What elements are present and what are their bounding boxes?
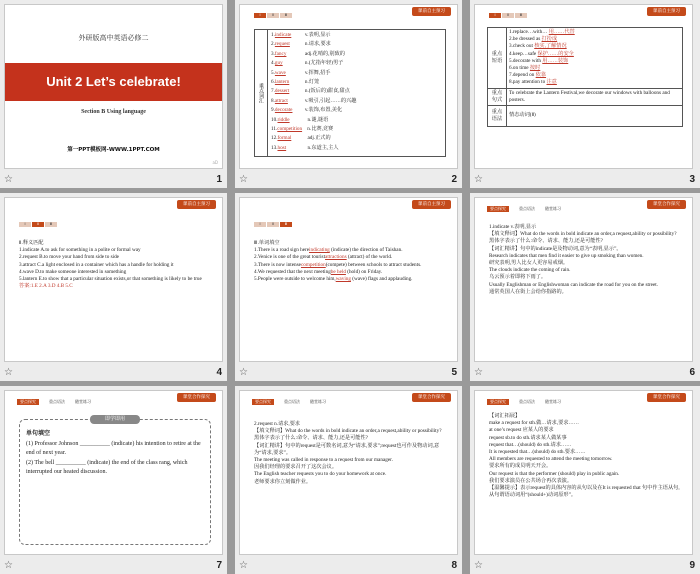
exercise-text — [26, 430, 204, 478]
vocab-answer: formal — [277, 135, 292, 142]
item-number: 6. — [271, 79, 275, 86]
content-line: The meeting was called in response to a request from our manager. — [254, 457, 393, 464]
section-badge: 课前自主预习 — [177, 200, 216, 209]
item-number: 9. — [271, 107, 275, 114]
tab-key-points: 要点探究 — [487, 399, 509, 405]
slide-number: 6 — [689, 367, 695, 378]
matching-line: 1.indicate A.to ask for something in a polite or formal way — [19, 247, 141, 254]
vocab-row — [271, 106, 443, 115]
vocab-row — [271, 40, 443, 49]
phrase-text: 5.decorate with — [509, 57, 543, 64]
phrase-text: 3.check out — [509, 43, 535, 50]
fill-prefix: 2.Venice is one of the great tourist — [254, 254, 326, 261]
content-lines — [489, 413, 684, 499]
fill-prefix: 5.People were outside to welcome him, — [254, 276, 336, 283]
phrase-row — [509, 43, 680, 50]
thumbnail-slide-9[interactable] — [470, 386, 700, 574]
vocab-row — [271, 116, 443, 125]
exercise-box — [19, 416, 211, 545]
section-badge: 课堂合作探究 — [647, 393, 686, 402]
matching-lines — [19, 247, 214, 283]
slide-preview — [4, 4, 223, 169]
mini-tabs: Ⅰ Ⅱ Ⅲ — [489, 13, 527, 18]
content-line: 通常英国人在街上会给你指路的。 — [489, 288, 567, 295]
content-line: 我们要求演员在公共场合再次表演。 — [489, 477, 573, 484]
vocab-definition: n.谜,谜语 — [307, 116, 329, 123]
vocab-answer: indicate — [274, 32, 292, 38]
phrase-list — [507, 28, 683, 89]
thumbnail-slide-3[interactable] — [470, 0, 700, 188]
vocab-definition: v.挥舞,招手 — [304, 69, 331, 76]
tab-practice: 随堂练习 — [310, 399, 326, 404]
phrase-row — [509, 51, 680, 58]
phrase-answer: 用……代替 — [548, 29, 575, 35]
mini-tabs: Ⅰ Ⅱ Ⅲ — [254, 222, 292, 227]
vocab-definition: v.表明,显示 — [304, 32, 331, 38]
sentence-cell: To celebrate the Lantern Festival,we decorate our windows with balloons and posters. — [507, 88, 683, 105]
fill-line — [254, 254, 449, 261]
item-number: 3. — [271, 50, 275, 57]
vocab-answer: host — [277, 144, 287, 151]
phrase-text: 7.depend on — [509, 72, 536, 79]
item-number: 13. — [271, 144, 278, 151]
corner-mark: aD — [212, 160, 218, 165]
vocab-answer: riddle — [277, 116, 290, 123]
star-icon[interactable]: ☆ — [239, 560, 248, 571]
slide-number: 9 — [689, 560, 695, 571]
fill-prefix: 4.We requested that the next meeting — [254, 268, 331, 275]
content-line: make a request for sth.做…请求,要求…… — [489, 420, 579, 427]
content-line: 2.request n.请求,要求 — [254, 421, 301, 427]
vocab-definition: n.比赛,竞赛 — [307, 126, 334, 133]
content-lines — [489, 224, 684, 296]
star-icon[interactable]: ☆ — [474, 367, 483, 378]
item-2: (2) The bell __________ (indicate) the end of the class rang, which interrupted our heated discussion. — [26, 459, 188, 475]
content-line: 要求所有的成员明天开会。 — [489, 463, 552, 470]
content-line: 【填文释词】What do the words in bold indicate an order,a request,ability or possibility? — [489, 231, 677, 238]
fill-lines — [254, 247, 449, 283]
vocab-answer: wave — [274, 69, 286, 76]
phrase-text: 8.pay attention to — [509, 79, 547, 86]
fill-line — [254, 276, 449, 283]
content-line: 研究表明,男人比女人更容易戒烟。 — [489, 260, 569, 267]
slide-preview — [239, 197, 458, 362]
vocab-list — [271, 31, 443, 153]
section-badge: 课堂合作探究 — [412, 393, 451, 402]
tab-practice: 随堂练习 — [75, 399, 91, 404]
phrase-table — [487, 27, 683, 127]
vocab-row — [271, 97, 443, 106]
content-line: request sb.to do sth.请求某人做某事 — [489, 434, 567, 441]
nav-tabs — [487, 399, 561, 405]
answer-line — [19, 283, 214, 290]
item-number: 11. — [271, 126, 278, 133]
fill-block — [254, 240, 449, 283]
matching-line: 2.request B.to move your hand from side to side — [19, 254, 119, 261]
vocab-row — [271, 78, 443, 87]
matching-line: 5.lantern E.to show that a particular situation exists,or that something is likely to be true — [19, 276, 202, 283]
star-icon[interactable]: ☆ — [4, 367, 13, 378]
content-line: 【词汇精讲】句中的indicate是及物动词,意为“表明,显示”。 — [489, 245, 622, 252]
content-line: 黑体字表示了什么:命令、请求、能力,还是可能性? — [489, 238, 603, 245]
star-icon[interactable]: ☆ — [474, 174, 483, 185]
slide-preview — [474, 197, 693, 362]
content-line: Our request is that the performer (should) play in public again. — [489, 470, 620, 477]
slide-number: 8 — [451, 560, 457, 571]
vocab-definition: adj.花哨的,别致的 — [304, 50, 345, 57]
vocab-answer: dessert — [274, 88, 290, 95]
answer-label: 答案: — [19, 283, 31, 290]
tab-grammar: 重点语法 — [519, 399, 535, 404]
phrase-text: 1.replace…with… — [509, 29, 549, 35]
section-badge: 课堂合作探究 — [177, 393, 216, 402]
item-number: 7. — [271, 88, 275, 95]
vocab-definition: n.(尤指年轻)男子 — [304, 60, 344, 67]
vocab-answer: guy — [274, 60, 283, 67]
matching-block — [19, 240, 214, 290]
phrase-answer: 用……装饰 — [542, 57, 569, 64]
thumbnail-slide-4[interactable] — [0, 193, 227, 381]
side-label: 重点语法 — [488, 106, 507, 127]
vocab-answer: competition — [277, 126, 303, 133]
content-line: at one’s request 应某人的要求 — [489, 427, 554, 434]
slide-number: 2 — [451, 174, 457, 185]
slide-preview — [239, 390, 458, 555]
side-label: 重点词汇 — [255, 30, 268, 156]
slide-number: 4 — [216, 367, 222, 378]
content-line: request that…(should) do sth.请求…… — [489, 441, 572, 448]
content-line: 黑体字表示了什么:命令、请求、能力,还是可能性? — [254, 435, 368, 442]
phrase-row — [509, 79, 680, 86]
box-title: 即学即用 — [90, 415, 140, 424]
fill-line — [254, 262, 449, 269]
vocab-row — [271, 134, 443, 143]
content-line: 1.indicate v.表明,显示 — [489, 224, 537, 230]
tab-practice: 随堂练习 — [545, 206, 561, 211]
section-label: Section B Using language — [81, 109, 146, 115]
heading: Ⅲ.单词填空 — [254, 240, 280, 246]
vocab-row — [271, 144, 443, 153]
tab-key-points: 要点探究 — [252, 399, 274, 405]
tab-key-points: 要点探究 — [487, 206, 509, 212]
phrase-answer: 按时 — [529, 65, 541, 72]
slide-preview — [4, 390, 223, 555]
content-line: Usually Englishman or Englishwoman can indicate the road for you on the street. — [489, 281, 658, 288]
fill-suffix: (indicate) the direction of Taishan. — [329, 247, 403, 254]
vocab-definition: n.东道主,主人 — [307, 144, 339, 151]
content-line: 【温馨提示】表示request的具体内容的从句以及在It is requested that 句中作主语从句,从句谓语动词用“(should+)动词原形”。 — [489, 485, 680, 499]
phrase-text: 6.on time — [509, 65, 530, 72]
item-number: 12. — [271, 135, 278, 142]
side-label: 重点短语 — [488, 28, 507, 89]
vocab-table — [254, 29, 446, 157]
slide-preview — [474, 4, 693, 169]
thumbnail-slide-6[interactable] — [470, 193, 700, 381]
slide-number: 3 — [689, 174, 695, 185]
grammar-cell: 情态动词(Ⅱ) — [507, 106, 683, 127]
vocab-definition: v.装饰,布置,美化 — [304, 107, 343, 114]
star-icon[interactable]: ☆ — [239, 174, 248, 185]
slide-preview — [474, 390, 693, 555]
vocab-definition: n.(饭后的)甜食,甜点 — [304, 88, 350, 95]
vocab-answer: lantern — [274, 79, 290, 86]
content-line: 因我们经理的要求召开了这次会议。 — [254, 464, 338, 471]
phrase-text: 2.be dressed as — [509, 36, 542, 43]
vocab-answer: decorate — [274, 107, 293, 114]
content-line: 【词汇拓展】 — [489, 413, 521, 419]
heading: 单句填空 — [26, 431, 51, 437]
vocab-definition: v.吸引,引起……的兴趣 — [304, 97, 357, 104]
fill-suffix: (attract) of the world. — [346, 254, 393, 261]
phrase-text: 4.keep…safe — [509, 50, 538, 57]
tab-grammar: 重点语法 — [284, 399, 300, 404]
section-badge: 课前自主预习 — [647, 7, 686, 16]
fill-answer: competition — [300, 261, 326, 268]
vocab-definition: n.灯笼 — [304, 79, 320, 86]
slide-number: 5 — [451, 367, 457, 378]
vocab-row — [271, 69, 443, 78]
tab-practice: 随堂练习 — [545, 399, 561, 404]
tab-grammar: 重点语法 — [519, 206, 535, 211]
phrase-row — [509, 58, 680, 65]
slide-number: 7 — [216, 560, 222, 571]
content-line: It is requested that…(should) do sth.要求…… — [489, 449, 586, 456]
fill-prefix: 1.There is a road sign here — [254, 247, 310, 254]
thumbnail-slide-5[interactable] — [235, 193, 462, 381]
vocab-definition: n.请求,要求 — [304, 41, 331, 48]
section-badge: 课前自主预习 — [412, 200, 451, 209]
star-icon[interactable]: ☆ — [4, 174, 13, 185]
fill-answer: attractions — [325, 254, 347, 261]
vocab-definition: adj.正式的 — [307, 135, 331, 142]
vocab-row — [271, 59, 443, 68]
mini-tabs: Ⅰ Ⅱ Ⅲ — [254, 13, 292, 18]
phrase-answer: 注意 — [546, 79, 557, 86]
vocab-row — [271, 87, 443, 96]
vocab-answer: fancy — [274, 50, 287, 57]
slide-title: Unit 2 Let’s celebrate! — [46, 74, 181, 89]
slide-number: 1 — [216, 174, 222, 185]
thumbnail-slide-1[interactable] — [0, 0, 227, 188]
matching-line: 4.wave D.to make someone interested in something — [19, 268, 127, 275]
title-banner — [5, 63, 222, 101]
fill-line — [254, 269, 449, 276]
item-number: 5. — [271, 69, 275, 76]
fill-prefix: 3.There is now intense — [254, 261, 301, 268]
item-number: 4. — [271, 60, 275, 67]
star-icon[interactable]: ☆ — [239, 367, 248, 378]
nav-tabs — [17, 399, 91, 405]
fill-suffix: (hold) on Friday. — [345, 268, 383, 275]
fill-answer: be held — [330, 268, 346, 275]
thumbnail-slide-2[interactable] — [235, 0, 462, 188]
item-number: 8. — [271, 97, 275, 104]
side-label: 重点句式 — [488, 88, 507, 105]
fill-suffix: (compete) between schools to attract students. — [325, 261, 422, 268]
thumbnail-slide-7[interactable] — [0, 386, 227, 574]
phrase-answer: 依靠 — [535, 72, 547, 79]
star-icon[interactable]: ☆ — [4, 560, 13, 571]
section-badge: 课前自主预习 — [412, 7, 451, 16]
tab-grammar: 重点语法 — [49, 399, 65, 404]
fill-answer: waving — [335, 276, 351, 283]
slide-subtitle: 外研版高中英语必修二 — [78, 34, 149, 42]
item-1: (1) Professor Johnson __________ (indicate) his intention to retire at the end of next year. — [26, 440, 201, 456]
heading: Ⅱ.释义匹配 — [19, 240, 44, 246]
thumbnail-slide-8[interactable] — [235, 386, 462, 574]
site-label: 第一PPT模板网-WWW.1PPT.COM — [67, 147, 160, 153]
content-line: Research indicates that men find it easier to give up smoking than women. — [489, 252, 644, 259]
nav-tabs — [487, 206, 561, 212]
vocab-answer: attract — [274, 97, 288, 104]
fill-suffix: (wave) flags and applauding. — [350, 276, 413, 283]
content-line: 老师要求你立刻做作业。 — [254, 478, 312, 485]
vocab-row — [271, 125, 443, 134]
item-number: 10. — [271, 116, 278, 123]
answer-text: 1.E 2.A 3.D 4.B 5.C — [30, 283, 73, 290]
content-line: All members are requested to attend the meeting tomorrow. — [489, 456, 613, 463]
nav-tabs — [252, 399, 326, 405]
matching-line: 3.attract C.a light enclosed in a container which has a handle for holding it — [19, 261, 174, 268]
content-line: 【词汇精讲】句中的request是可数名词,意为“请求,要求”;request也可作及物动词,意为“请求,要求”。 — [254, 442, 440, 456]
content-line: 【填文释词】What do the words in bold indicate an order,a request,ability or possibility? — [254, 428, 442, 435]
tab-key-points: 要点探究 — [17, 399, 39, 405]
mini-tabs: Ⅰ Ⅱ Ⅲ — [19, 222, 57, 227]
vocab-answer: request — [274, 41, 290, 48]
star-icon[interactable]: ☆ — [474, 560, 483, 571]
fill-answer: indicating — [309, 247, 330, 254]
phrase-answer: 打扮成 — [541, 36, 558, 43]
slide-preview — [4, 197, 223, 362]
phrase-answer: 保护……的安全 — [537, 50, 574, 57]
content-lines — [254, 421, 449, 486]
content-line: 乌云预示着即将下雨了。 — [489, 274, 547, 281]
vocab-row — [271, 31, 443, 40]
content-line: The English teacher requests you to do your homework at once. — [254, 471, 387, 478]
item-number: 1. — [271, 32, 275, 38]
content-line: The clouds indicate the coming of rain. — [489, 267, 571, 274]
vocab-row — [271, 50, 443, 59]
section-badge: 课堂合作探究 — [647, 200, 686, 209]
phrase-answer: 核实,了解情况 — [534, 43, 567, 50]
slide-preview — [239, 4, 458, 169]
item-number: 2. — [271, 41, 275, 48]
